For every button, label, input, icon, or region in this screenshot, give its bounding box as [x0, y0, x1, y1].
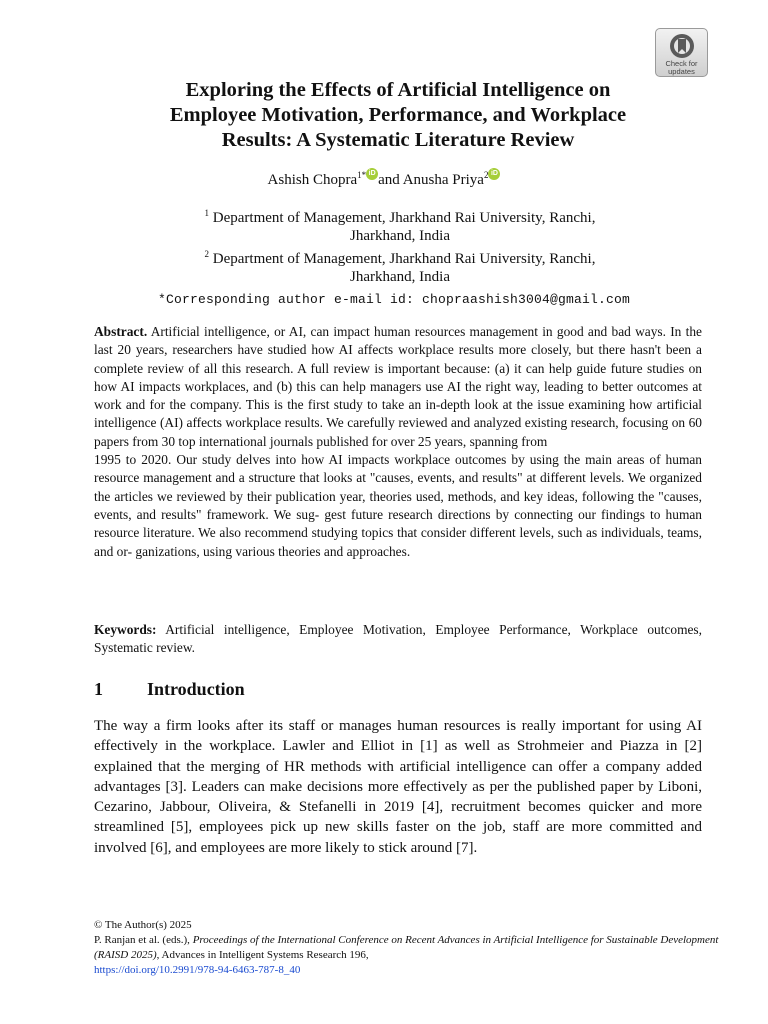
intro-paragraph: The way a firm looks after its staff or manages human resources is really important for using AI effectively in the workplace. Lawler and Elliot in [1] as well as Strohmeier and Piazza in [2] explained that the merging of HR methods with artificial intelligence can offer a company added advantages [3]. Leaders can make decisions more effectively as per the published paper by Liboni, Cezarino, Jabbour, Oliveira, & Stefanelli in 2019 [4], recruitment becomes quicker and more streamlined [5], employees pick up new skills faster on the job, staff are more committed and involved [6], and employees are more likely to stick around [7].: [94, 718, 702, 856]
abstract-label: Abstract.: [94, 324, 148, 339]
paper-title: Exploring the Effects of Artificial Intelligence on Employee Motivation, Performance, and Workplace Results: A Systematic Literature Review: [169, 79, 627, 151]
author-line: [0, 168, 768, 189]
author-1-sup: 1*: [357, 170, 367, 180]
keywords: [94, 621, 702, 658]
check-for-updates-icon: [669, 33, 695, 59]
affiliations: $^1$ Department of Management, Jharkhand Rai University, Ranchi, Jharkhand, India $^2$ Department of Management, Jharkhand Rai University, Ranchi, Jharkhand, India: [204, 208, 596, 285]
author-1: Ashish Chopra: [267, 172, 358, 188]
abstract-text-2: 1995 to 2020. Our study delves into how AI impacts workplace outcomes by using the main areas of human resource management and a structure that looks at "causes, events, and results" at different levels. We organized the articles we reviewed by their publication year, theories used, methods, and key ideas, following the "causes, events, and results" framework. We sug- gest future research directions by connecting our findings to human resource literature. We also recommend studying topics that consider different levels, such as individuals, teams, and or- ganizations, using various theories and approaches.: [94, 452, 702, 559]
affiliation-2: Department of Management, Jharkhand Rai University, Ranchi,: [209, 251, 596, 267]
footer: © The Author(s) 2025 P. Ranjan et al. (eds.), Proceedings of the International Conference on Recent Advances in Artificial Intelligence for Sustainable Development (RAISD 2025), Advances in Intelligent Systems Research 196, https://doi.org/10.2991/978-94-6463-787-8_40: [94, 918, 734, 978]
copyright: © The Author(s) 2025: [94, 919, 192, 931]
section-heading: [94, 679, 245, 700]
keywords-label: Keywords:: [94, 622, 157, 637]
corresponding-email: *Corresponding author e-mail id: chopraashish3004@gmail.com: [157, 292, 631, 307]
orcid-icon[interactable]: iD: [488, 168, 500, 180]
badge-text: Check for updates: [665, 59, 698, 76]
proceedings-title: Proceedings of the International Conference on Recent Advances in Artificial Intelligence for Sustainable Development (RAISD 2025): [94, 934, 719, 961]
section-number: 1: [94, 679, 103, 699]
affiliation-1: Department of Management, Jharkhand Rai University, Ranchi,: [209, 210, 596, 226]
doi-link[interactable]: https://doi.org/10.2991/978-94-6463-787-8_40: [94, 964, 301, 976]
check-for-updates-badge[interactable]: [655, 28, 708, 77]
keywords-text: Artificial intelligence, Employee Motivation, Employee Performance, Workplace outcomes, Systematic review.: [94, 622, 702, 656]
author-2-sup: 2: [483, 170, 489, 180]
abstract-text: Artificial intelligence, or AI, can impact human resources management in good and bad ways. In the last 20 years, researchers have studied how AI affects workplace results more closely, but there hasn't been a complete review of all this research. A full review is important because: (a) it can help guide future studies on how AI impacts workplaces, and (b) this can help managers use AI the right way, leading to better outcomes at work and for the company. This is the first study to take an in-depth look at the issue examining how artificial intelligence (AI) affects workplace results. We carefully reviewed and analyzed existing research, focusing on 60 papers from 30 top international journals published for over 25 years, spanning from: [94, 324, 702, 449]
section-title: Introduction: [147, 679, 245, 699]
abstract: [94, 323, 702, 561]
orcid-icon[interactable]: iD: [366, 168, 378, 180]
author-2: and Anusha Priya: [378, 172, 484, 188]
